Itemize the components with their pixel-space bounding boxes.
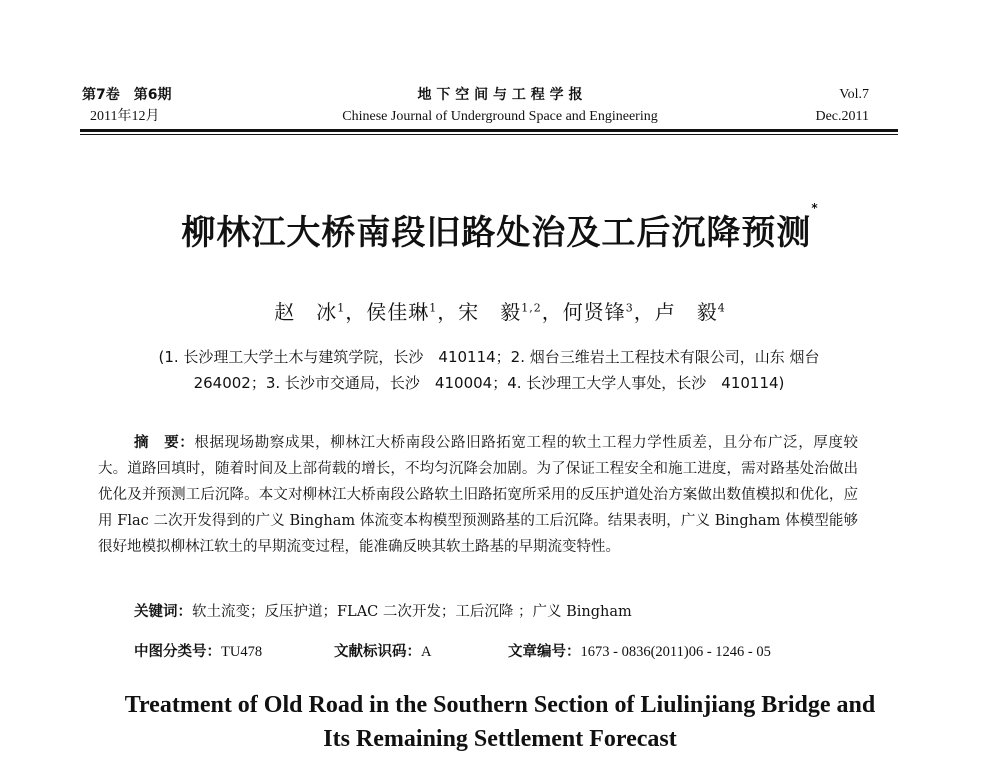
author-name: 侯佳琳 xyxy=(366,300,430,324)
author-list xyxy=(0,296,1000,325)
author-name: 卢 毅 xyxy=(654,300,718,324)
article-number xyxy=(508,640,771,661)
header-journal-en: Chinese Journal of Underground Space and Engineering xyxy=(342,109,658,124)
author-affil-mark: 1 xyxy=(429,301,438,315)
author-separator: ， xyxy=(345,300,367,324)
author-affil-mark: 4 xyxy=(717,301,726,315)
header-volume-issue: 第7卷 第6期 xyxy=(82,87,172,103)
header-date-en: Dec.2011 xyxy=(815,109,869,124)
paper-title-cn xyxy=(0,201,1000,254)
author-separator: ， xyxy=(633,300,655,324)
article-number-label: 文章编号： xyxy=(508,644,581,660)
title-footnote-mark: * xyxy=(811,201,819,215)
author-separator: ， xyxy=(437,300,459,324)
clc-number xyxy=(134,640,262,661)
author-name: 赵 冰 xyxy=(274,300,338,324)
header-date-cn: 2011年12月 xyxy=(90,109,160,124)
header-rule-thin xyxy=(80,134,898,135)
author-name: 宋 毅 xyxy=(458,300,522,324)
document-code-label: 文献标识码： xyxy=(334,644,421,660)
header-volume-en: Vol.7 xyxy=(839,87,869,102)
keywords-text: 软土流变；反压护道；FLAC 二次开发；工后沉降 ；广义 Bingham xyxy=(192,604,632,620)
author-separator: ， xyxy=(541,300,563,324)
header-journal-cn: 地 下 空 间 与 工 程 学 报 xyxy=(417,87,583,103)
author-affil-mark: 1,2 xyxy=(521,301,542,315)
clc-label: 中图分类号： xyxy=(134,644,221,660)
paper-title-en-line-1: Treatment of Old Road in the Southern Section of Liulinjiang Bridge and xyxy=(124,692,876,718)
affiliation-line-1: (1. 长沙理工大学土木与建筑学院，长沙 410114；2. 烟台三维岩土工程技术有限公司，山东 烟台 xyxy=(158,348,820,366)
article-number-value: 1673 - 0836(2011)06 - 1246 - 05 xyxy=(580,644,771,660)
header-rule-thick xyxy=(80,129,898,132)
clc-value: TU478 xyxy=(221,644,263,660)
document-code-value: A xyxy=(421,644,432,660)
author-name: 何贤锋 xyxy=(562,300,626,324)
paper-title-en-line-2: Its Remaining Settlement Forecast xyxy=(323,726,677,752)
abstract-label: 摘 要： xyxy=(134,435,195,451)
author-affil-mark: 1 xyxy=(337,301,346,315)
abstract xyxy=(98,430,858,560)
paper-title-en xyxy=(0,688,1000,756)
keywords-label: 关键词： xyxy=(134,604,192,620)
keywords xyxy=(134,600,632,621)
document-code xyxy=(334,640,431,661)
affiliation-line-2: 264002；3. 长沙市交通局，长沙 410004；4. 长沙理工大学人事处，长沙 410114) xyxy=(193,374,785,392)
author-affil-mark: 3 xyxy=(625,301,634,315)
paper-title-text: 柳林江大桥南段旧路处治及工后沉降预测 xyxy=(181,213,812,253)
abstract-text: 根据现场勘察成果，柳林江大桥南段公路旧路拓宽工程的软土工程力学性质差，且分布广泛，厚度较大。道路回填时，随着时间及上部荷载的增长，不均匀沉降会加剧。为了保证工程安全和施工进度，需对路基处治做出优化及并预测工后沉降。本文对柳林江大桥南段公路软土旧路拓宽所采用的反压护道处治方案做出数值模拟和优化，应用 Flac 二次开发得到的广义 Bingham 体流变本构模型预测路基的工后沉降。结果表明，广义 Bingham 体模型能够很好地模拟柳林江软土的早期流变过程，能准确反映其软土路基的早期流变特性。 xyxy=(98,435,859,555)
